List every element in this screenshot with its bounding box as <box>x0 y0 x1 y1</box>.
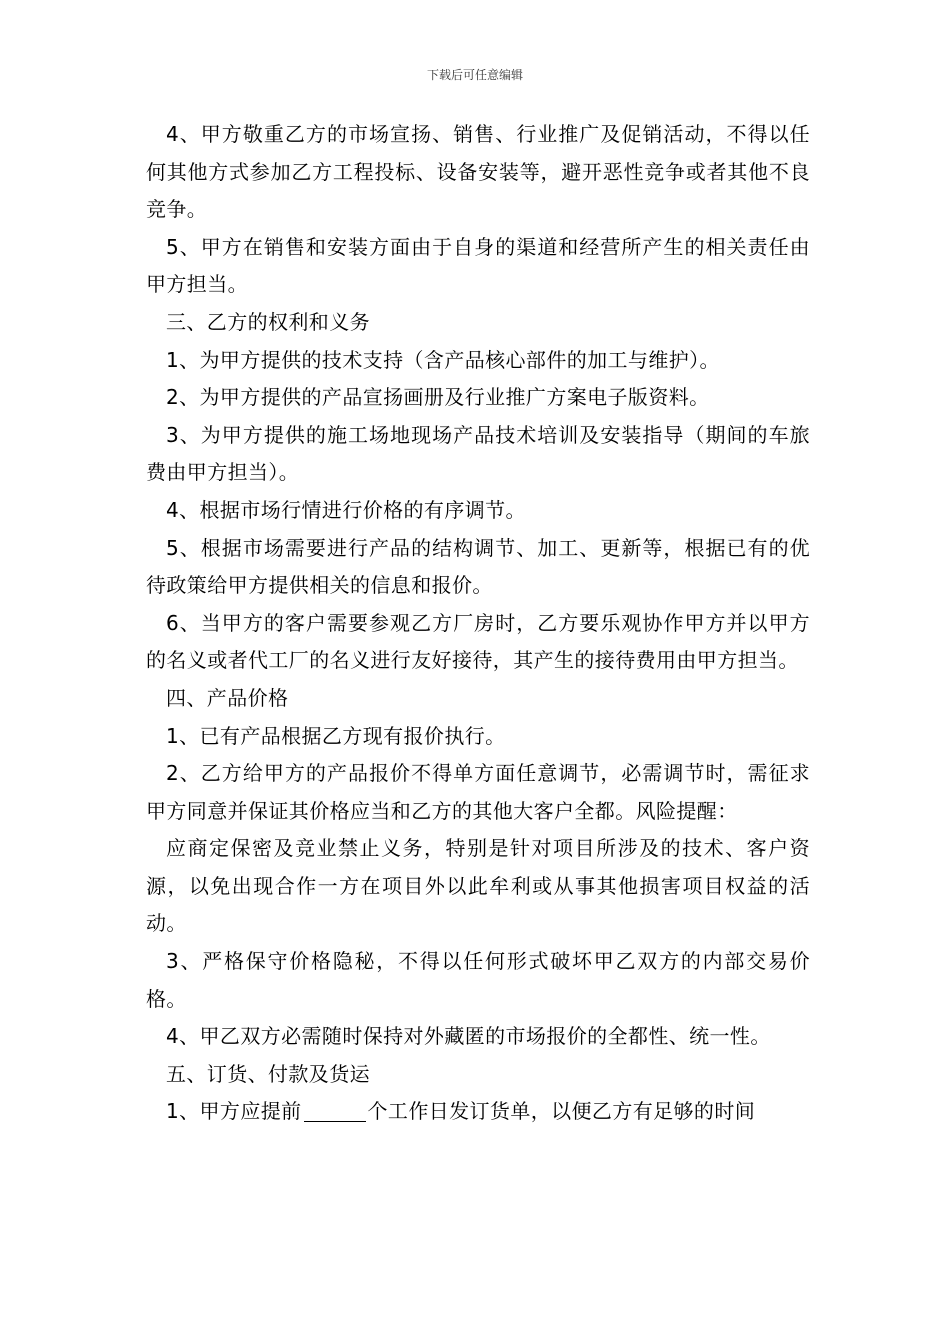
clause-paragraph: 1、已有产品根据乙方现有报价执行。 <box>166 723 506 748</box>
clause-paragraph: 3、为甲方提供的施工场地现场产品技术培训及安装指导（期间的车旅费由甲方担当）。 <box>146 422 810 485</box>
clause-paragraph: 4、甲乙双方必需随时保持对外藏匿的市场报价的全都性、统一性。 <box>166 1024 771 1049</box>
clause-paragraph: 1、为甲方提供的技术支持（含产品核心部件的加工与维护）。 <box>166 347 720 372</box>
clause-paragraph: 4、甲方敬重乙方的市场宣扬、销售、行业推广及促销活动，不得以任何其他方式参加乙方工程投标、设备安装等，避开恶性竞争或者其他不良竞争。 <box>146 122 810 222</box>
document-body <box>146 116 810 1131</box>
fill-in-blank <box>304 1101 366 1122</box>
clause-paragraph: 5、甲方在销售和安装方面由于自身的渠道和经营所产生的相关责任由甲方担当。 <box>146 234 810 297</box>
clause-text-before-blank: 1、甲方应提前 <box>166 1099 302 1124</box>
clause-paragraph: 5、根据市场需要进行产品的结构调节、加工、更新等，根据已有的优待政策给甲方提供相关的信息和报价。 <box>146 535 810 598</box>
clause-paragraph: 3、严格保守价格隐秘，不得以任何形式破坏甲乙双方的内部交易价格。 <box>146 949 810 1011</box>
page-header-note: 下载后可任意编辑 <box>426 68 523 82</box>
risk-note-paragraph: 应商定保密及竞业禁止义务，特别是针对项目所涉及的技术、客户资源，以免出现合作一方在项目外以此牟利或从事其他损害项目权益的活动。 <box>146 836 810 936</box>
clause-paragraph-with-blank <box>146 1093 810 1131</box>
clause-text-after-blank: 个工作日发订货单，以便乙方有足够的时间 <box>367 1099 756 1124</box>
section-heading: 四、产品价格 <box>166 685 289 710</box>
section-heading: 五、订货、付款及货运 <box>166 1061 370 1086</box>
clause-paragraph: 6、当甲方的客户需要参观乙方厂房时，乙方要乐观协作甲方并以甲方的名义或者代工厂的名义进行友好接待，其产生的接待费用由甲方担当。 <box>146 610 810 673</box>
clause-paragraph: 2、为甲方提供的产品宣扬画册及行业推广方案电子版资料。 <box>166 385 710 410</box>
clause-paragraph: 2、乙方给甲方的产品报价不得单方面任意调节，必需调节时，需征求甲方同意并保证其价格应当和乙方的其他大客户全都。风险提醒： <box>146 761 810 823</box>
clause-paragraph: 4、根据市场行情进行价格的有序调节。 <box>166 497 526 522</box>
section-heading: 三、乙方的权利和义务 <box>166 309 370 334</box>
